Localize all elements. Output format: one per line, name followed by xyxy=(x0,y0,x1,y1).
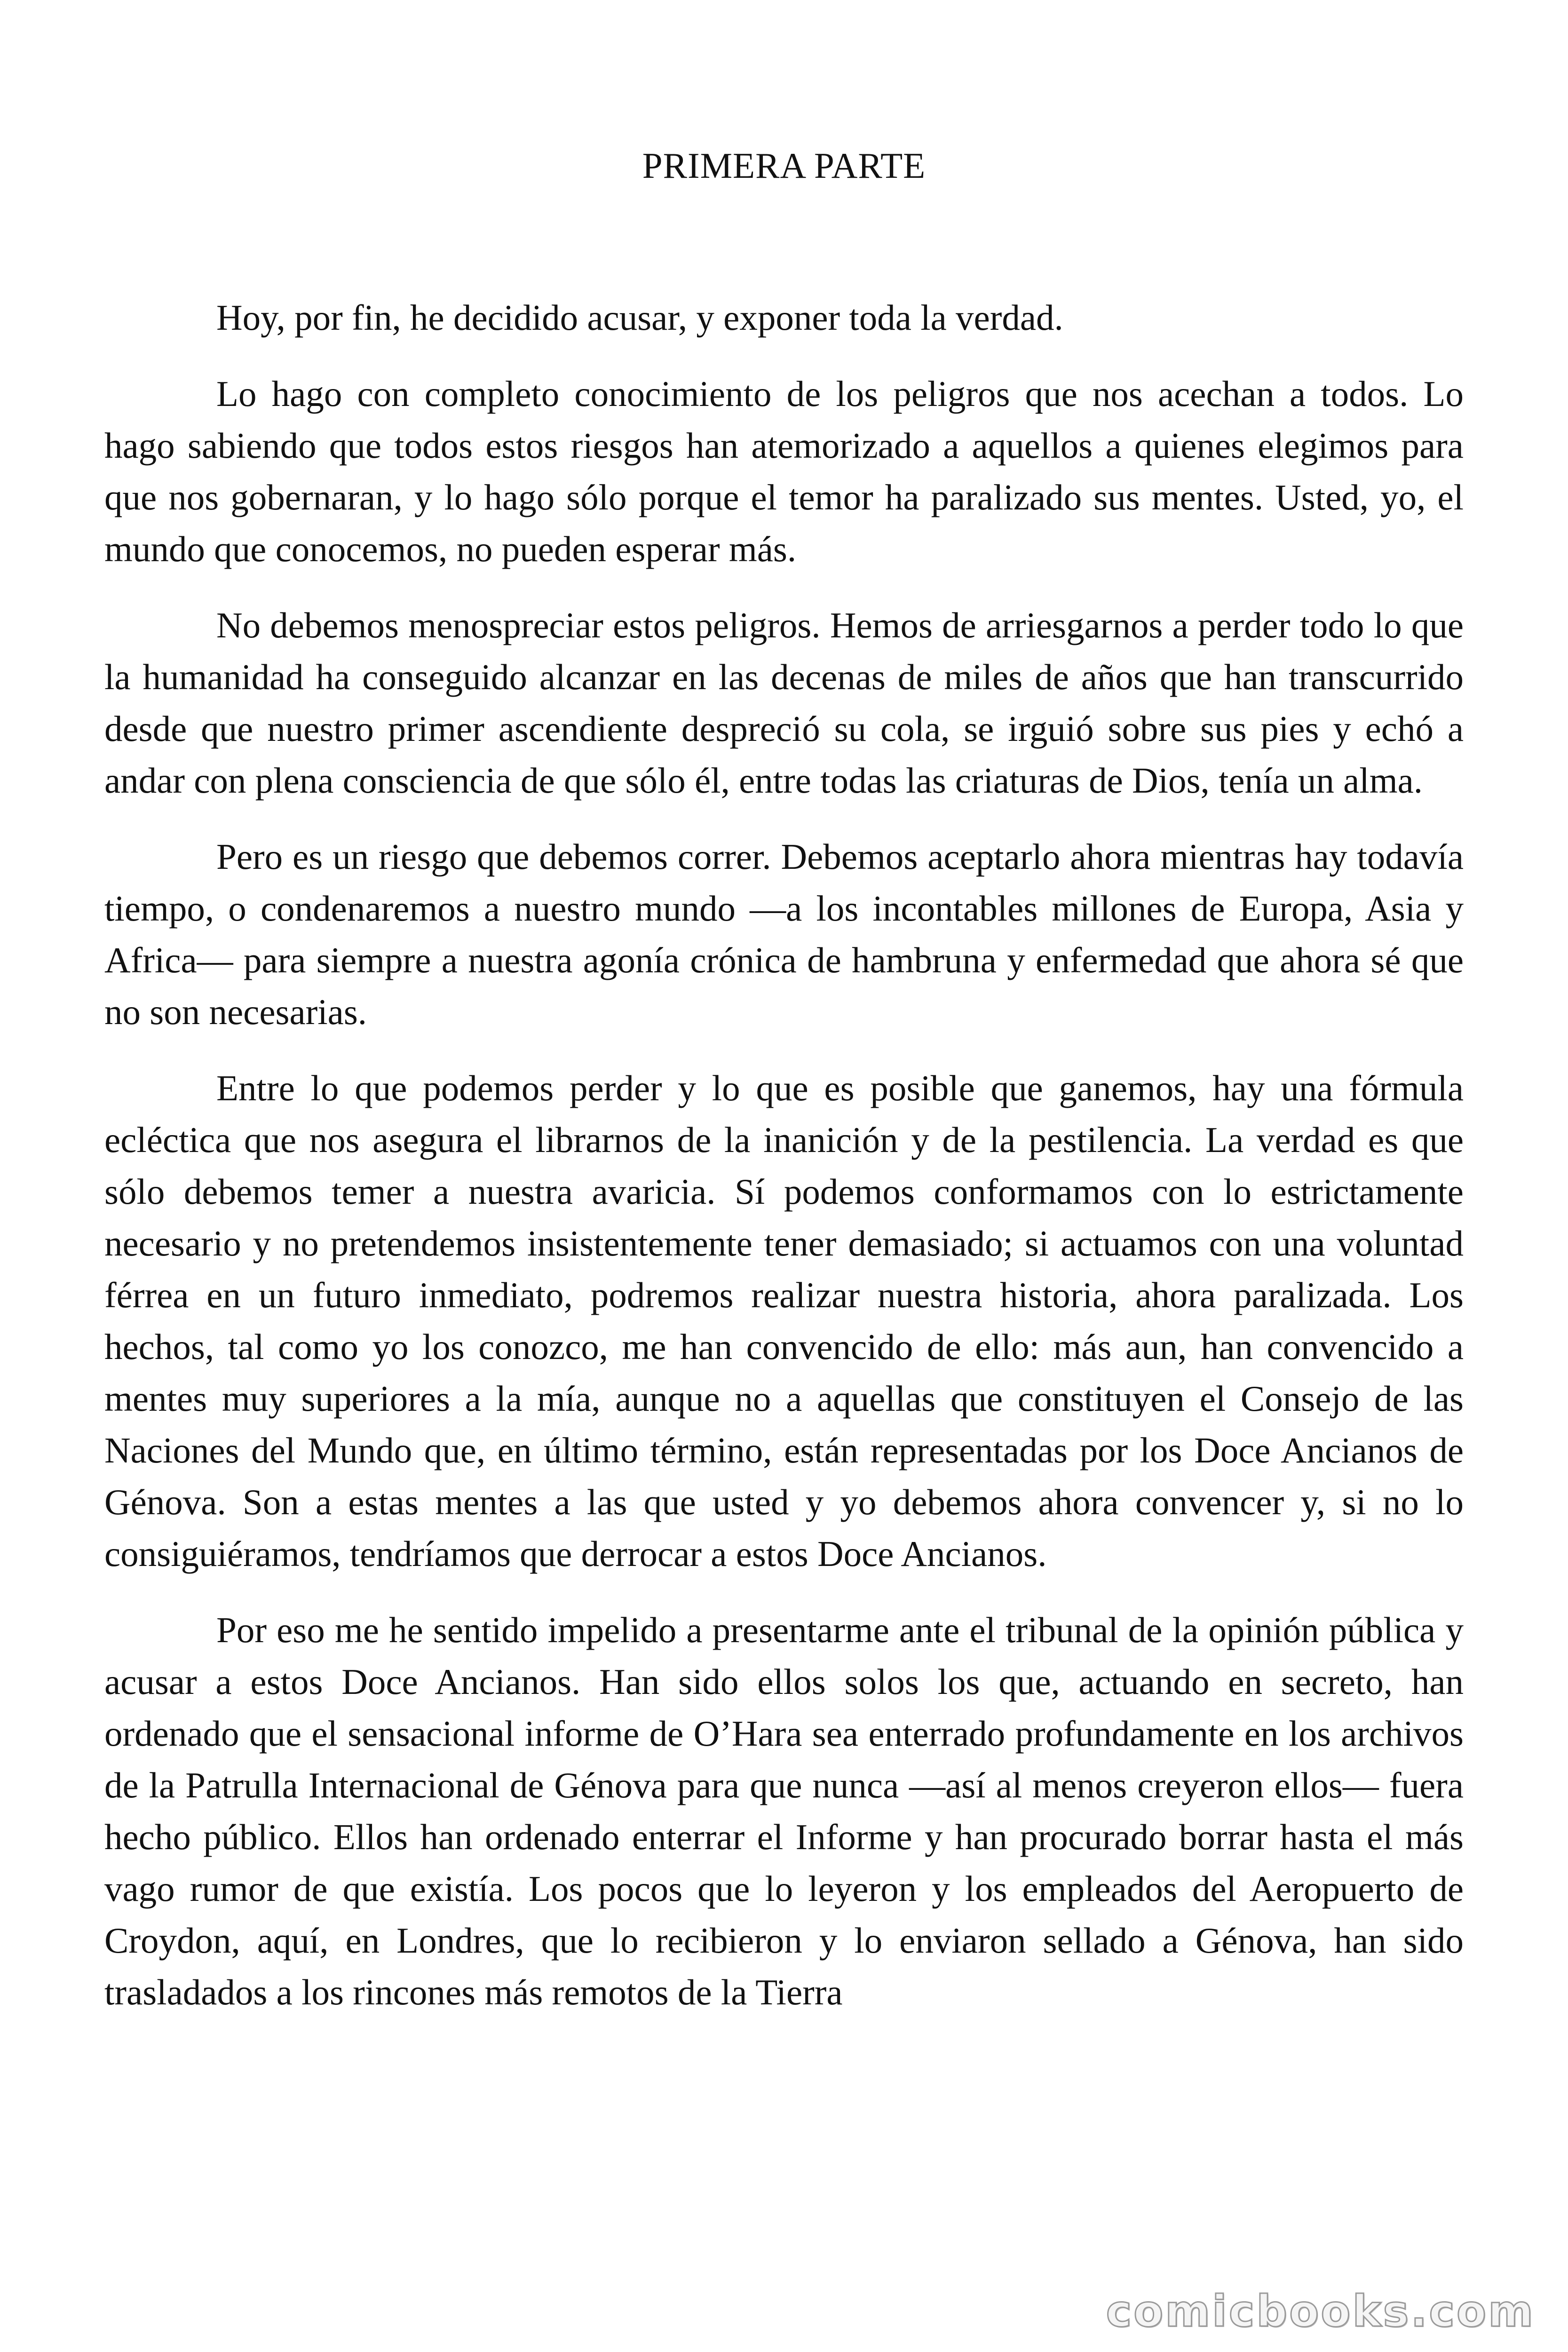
watermark: comicbooks.com xyxy=(1106,2286,1535,2336)
body-text xyxy=(104,292,1464,2042)
paragraph-2: Lo hago con completo conocimiento de los peligros que nos acechan a todos. Lo hago sabiendo que todos estos riesgos han atemorizado a aquellos a quienes elegimos para que nos gobernaran, y lo hago sólo porque el temor ha paralizado sus mentes. Usted, yo, el mundo que conocemos, no pueden esperar más. xyxy=(104,373,1464,569)
paragraph-3: No debemos menospreciar estos peligros. Hemos de arriesgarnos a perder todo lo que la humanidad ha conseguido alcanzar en las decenas de miles de años que han transcurrido desde que nuestro primer ascendiente despreció su cola, se irguió sobre sus pies y echó a andar con plena consciencia de que sólo él, entre todas las criaturas de Dios, tenía un alma. xyxy=(104,605,1464,801)
paragraph-5: Entre lo que podemos perder y lo que es posible que ganemos, hay una fórmula ecléctica que nos asegura el librarnos de la inanición y de la pestilencia. La verdad es que sólo debemos temer a nuestra avaricia. Sí podemos conformamos con lo estrictamente necesario y no pretendemos insistentemente tener demasiado; si actuamos con una voluntad férrea en un futuro inmediato, podremos realizar nuestra historia, ahora paralizada. Los hechos, tal como yo los conozco, me han convencido de ello: más aun, han convencido a mentes muy superiores a la mía, aunque no a aquellas que constituyen el Consejo de las Naciones del Mundo que, en último término, están representadas por los Doce Ancianos de Génova. Son a estas mentes a las que usted y yo debemos ahora convencer y, si no lo consiguiéramos, tendríamos que derrocar a estos Doce Ancianos. xyxy=(104,1068,1464,1574)
paragraph-6: Por eso me he sentido impelido a presentarme ante el tribunal de la opinión pública y acusar a estos Doce Ancianos. Han sido ellos solos los que, actuando en secreto, han ordenado que el sensacional informe de O’Hara sea enterrado profundamente en los archivos de la Patrulla Internacional de Génova para que nunca —así al menos creyeron ellos— fuera hecho público. Ellos han ordenado enterrar el Informe y han procurado borrar hasta el más vago rumor de que existía. Los pocos que lo leyeron y los empleados del Aeropuerto de Croydon, aquí, en Londres, que lo recibieron y lo enviaron sellado a Génova, han sido trasladados a los rincones más remotos de la Tierra xyxy=(104,1610,1464,2012)
paragraph-1: Hoy, por fin, he decidido acusar, y exponer toda la verdad. xyxy=(216,297,1063,338)
paragraph-4: Pero es un riesgo que debemos correr. Debemos aceptarlo ahora mientras hay todavía tiempo, o condenaremos a nuestro mundo —a los incontables millones de Europa, Asia y Africa— para siempre a nuestra agonía crónica de hambruna y enfermedad que ahora sé que no son necesarias. xyxy=(104,836,1464,1032)
document-page xyxy=(104,0,1464,2352)
chapter-heading: PRIMERA PARTE xyxy=(642,145,926,186)
